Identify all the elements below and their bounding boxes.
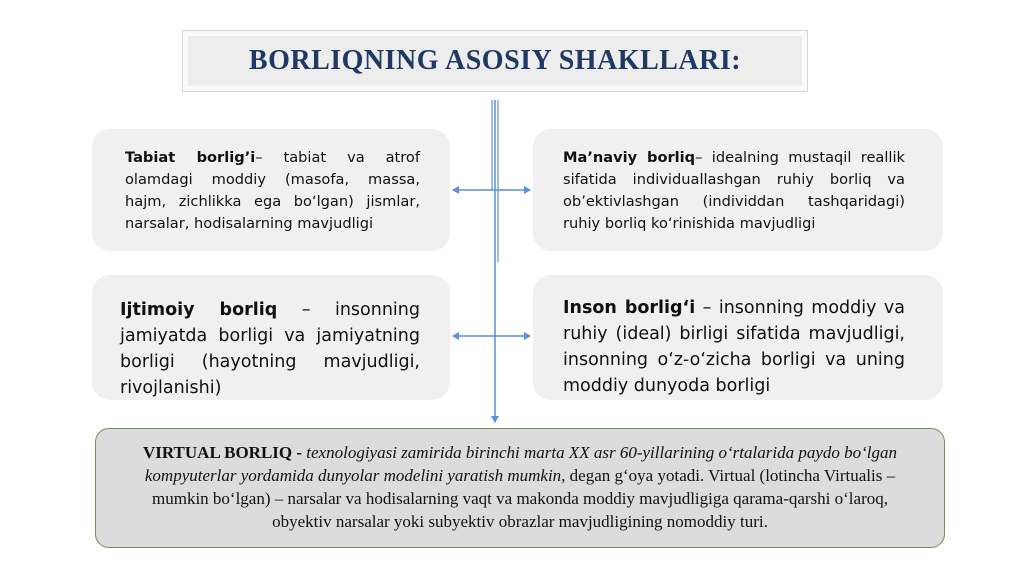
virtual-italic-text: texnologiyasi zamirida birinchi marta XX asr 60-yillarining o‘rtalarida paydo bo‘lgan kompyuterlar yordamida dunyolar modelini yaratish mumkin	[144, 443, 898, 485]
card-text: – insonning moddiy va ruhiy (ideal) birligi sifatida mavjudligi, insonning o‘z-o‘zicha borligi va uning moddiy dunyoda borligi	[563, 298, 906, 396]
card-term: Inson borlig‘i	[563, 298, 696, 318]
page-title: BORLIQNING ASOSIY SHAKLLARI:	[248, 45, 742, 76]
card-manaviy-borliq	[533, 129, 943, 251]
card-text: – idealning mustaqil reallik sifatida individuallashgan ruhiy borliq va ob’ektivlashgan (individdan tashqaridagi) ruhiy borliq ko‘rinishida mavjudligi	[563, 149, 905, 232]
card-ijtimoiy-borliq	[92, 275, 450, 400]
card-term: Ijtimoiy borliq	[120, 300, 278, 320]
card-tabiat-borligi	[92, 129, 450, 251]
card-text: – insonning jamiyatda borligi va jamiyatning borligi (hayotning mavjudligi, rivojlanishi)	[120, 300, 420, 398]
card-term: Ma’naviy borliq	[563, 149, 696, 166]
title-box	[188, 36, 802, 86]
virtual-term: VIRTUAL BORLIQ -	[142, 443, 307, 462]
card-term: Tabiat borlig’i	[125, 149, 256, 166]
card-inson-borligi	[533, 275, 943, 400]
virtual-rest-text: , degan g‘oya yotadi. Virtual (lotincha Virtualis – mumkin bo‘lgan) – narsalar va hodisalarning vaqt va makonda moddiy mavjudligiga qarama-qarshi o‘laroq, obyektiv narsalar yoki subyektiv obrazlar mavjudligining nomoddiy turi.	[152, 466, 896, 531]
virtual-borliq-box	[95, 428, 945, 548]
card-text: – tabiat va atrof olamdagi moddiy (masofa, massa, hajm, zichlikka ega bo‘lgan) jismlar, narsalar, hodisalarning mavjudligi	[125, 149, 420, 232]
